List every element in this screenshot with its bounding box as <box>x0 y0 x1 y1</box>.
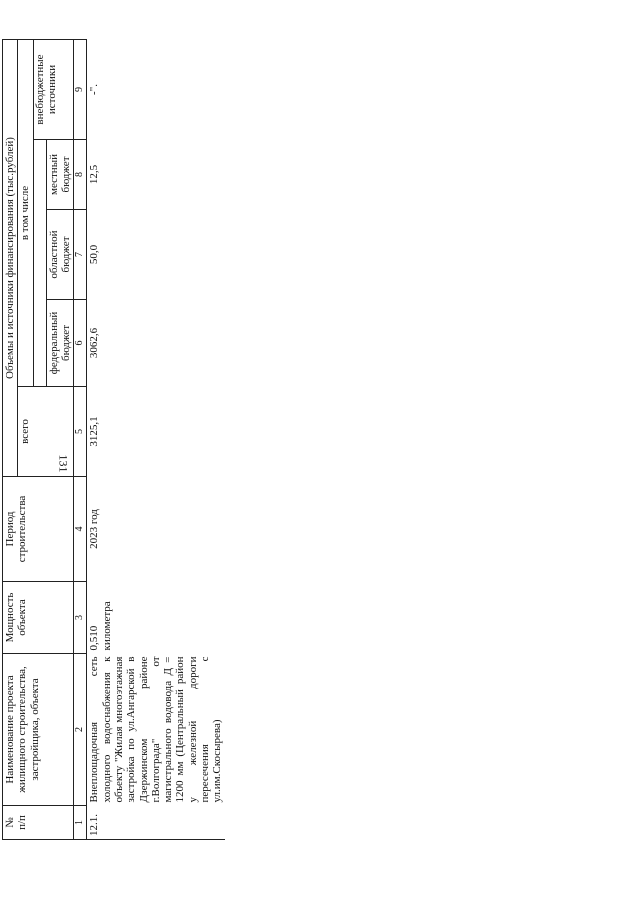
federal-amount: 3062,6 <box>87 300 225 387</box>
page-number: 131 <box>56 454 71 473</box>
header-federal: федеральный бюджет <box>46 300 74 387</box>
header-name: Наименование проекта жилищного строительства, застройщика, объекта <box>3 654 74 806</box>
object-description: Внеплощадочная сеть холодного водоснабжения к объекту "Жилая многоэтажная застройка по ул.Ангарской в Дзержинском районе г.Волгограда" от магистрального водовода Д = 1200 мм (Центральный район у железной дороги пересечения с ул.им.Скосырева) <box>87 654 225 806</box>
extrabudget-amount: -". <box>87 39 225 139</box>
header-no: № п/п <box>3 806 74 840</box>
header-spacer <box>33 140 46 387</box>
column-number: 6 <box>74 300 87 387</box>
column-number: 2 <box>74 654 87 806</box>
header-capacity: Мощность объекта <box>3 582 74 654</box>
row-number: 12.1. <box>87 806 225 840</box>
financing-table <box>2 39 225 840</box>
column-number: 1 <box>74 806 87 840</box>
financing-table-rotated <box>2 40 224 840</box>
column-number: 3 <box>74 582 87 654</box>
header-including: в том числе <box>18 39 33 386</box>
header-extrabudget: внебюджетные источники <box>33 39 74 139</box>
regional-amount: 50,0 <box>87 210 225 300</box>
column-number: 8 <box>74 140 87 210</box>
column-number: 7 <box>74 210 87 300</box>
total-amount: 3125,1 <box>87 387 225 477</box>
column-number: 4 <box>74 477 87 582</box>
header-financing: Объемы и источники финансирования (тыс.рублей) <box>3 39 18 476</box>
table-row <box>87 39 225 839</box>
object-capacity: 0,510 километра <box>87 582 225 654</box>
header-total: всего <box>18 387 74 477</box>
column-number: 5 <box>74 387 87 477</box>
column-number: 9 <box>74 39 87 139</box>
header-local: местный бюджет <box>46 140 74 210</box>
header-period: Период строительства <box>3 477 74 582</box>
header-regional: областной бюджет <box>46 210 74 300</box>
construction-period: 2023 год <box>87 477 225 582</box>
local-amount: 12,5 <box>87 140 225 210</box>
